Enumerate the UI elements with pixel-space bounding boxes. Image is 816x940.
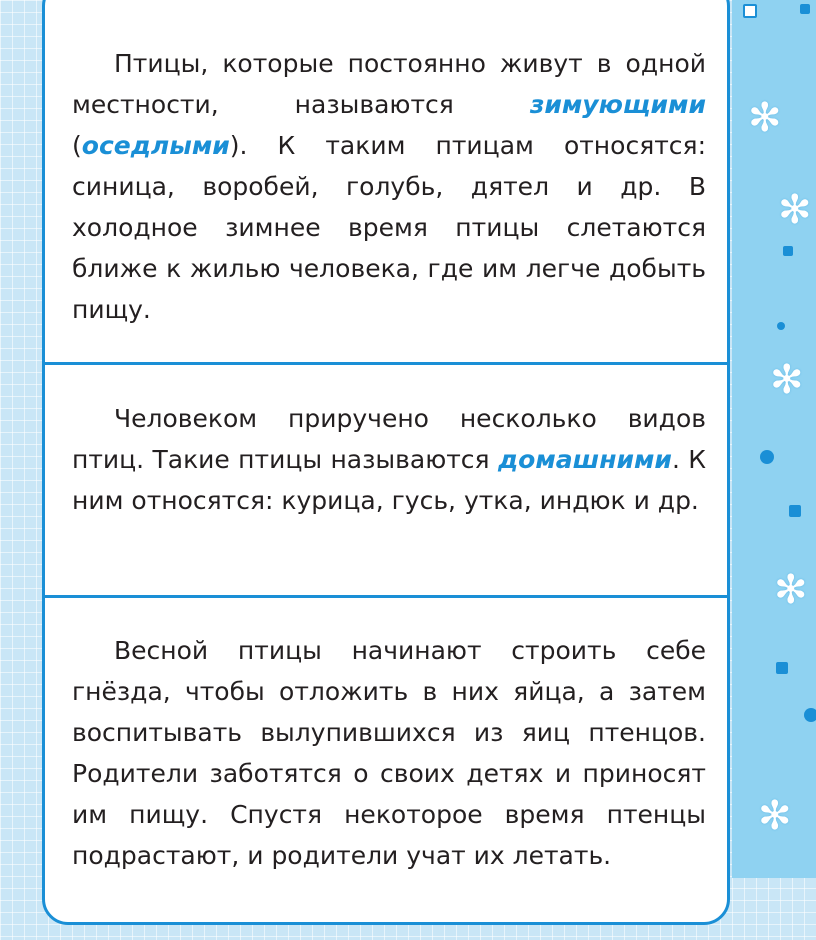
paragraph-text: ( bbox=[72, 131, 82, 160]
paragraph-domestic-birds bbox=[72, 398, 706, 521]
term-highlight: зимующими bbox=[529, 90, 706, 119]
paragraph-text: . К ним относятся: курица, гусь, утка, индюк и др. bbox=[72, 445, 706, 515]
square-icon bbox=[800, 4, 810, 14]
square-icon bbox=[743, 4, 757, 18]
square-icon bbox=[776, 662, 788, 674]
paragraph-text: ). К таким птицам относятся: синица, воробей, голубь, дятел и др. В холодное зимнее время птицы слетаются ближе к жилью человека, где им легче добыть пищу. bbox=[72, 131, 706, 324]
square-icon bbox=[789, 505, 801, 517]
section-divider bbox=[42, 595, 730, 598]
snowflake-icon: ✻ bbox=[778, 187, 812, 233]
section-divider bbox=[42, 362, 730, 365]
term-highlight: домашними bbox=[497, 445, 672, 474]
paragraph-wintering-birds bbox=[72, 43, 706, 330]
dot-icon bbox=[760, 450, 774, 464]
dot-icon bbox=[777, 322, 785, 330]
square-icon bbox=[783, 246, 793, 256]
snowflake-icon: ✻ bbox=[770, 357, 804, 403]
dot-icon bbox=[804, 708, 816, 722]
snowflake-icon: ✻ bbox=[774, 567, 808, 613]
term-highlight: оседлыми bbox=[81, 131, 230, 160]
paragraph-text: Весной птицы начинают строить себе гнёзда, чтобы отложить в них яйца, а затем воспитывать вылупившихся из яиц птенцов. Родители заботятся о своих детях и приносят им пищу. Спустя некоторое время птенцы подрастают, и родители учат их летать. bbox=[72, 636, 706, 870]
paragraph-nesting bbox=[72, 630, 706, 876]
snowflake-icon: ✻ bbox=[748, 95, 782, 141]
snowflake-icon: ✻ bbox=[758, 793, 792, 839]
paragraph-text: Человеком приручено несколько видов птиц. Такие птицы называются bbox=[72, 404, 706, 474]
paragraph-text: Птицы, которые постоянно живут в одной местности, называются bbox=[72, 49, 706, 119]
